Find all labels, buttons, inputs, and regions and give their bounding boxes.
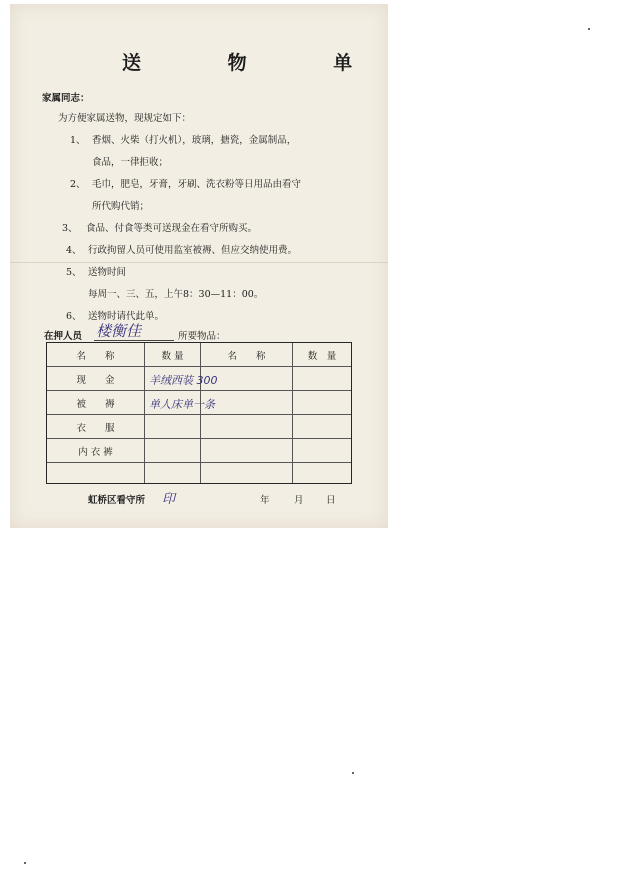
table-cell-name: 衣 服	[47, 415, 145, 439]
footer-signature: 印	[162, 492, 176, 507]
table-header-qty: 数 量	[145, 343, 201, 367]
table-cell-qty-2	[293, 367, 351, 391]
handwritten-bedding-note: 单人床单一条	[149, 398, 215, 411]
scan-speck	[588, 28, 590, 30]
detainee-underline	[94, 340, 174, 341]
table-cell-qty	[145, 439, 201, 463]
date-month: 月	[294, 495, 304, 506]
table-cell-name-2	[201, 463, 293, 483]
rule-6-text: 送物时请代此单。	[88, 311, 165, 322]
table-header-name-2: 名 称	[201, 343, 293, 367]
date-day: 日	[326, 495, 336, 506]
scan-speck	[24, 862, 26, 864]
fold-line	[10, 262, 388, 263]
table-cell-qty-2	[293, 391, 351, 415]
rule-3-text: 食品、付食等类可送现金在看守所购买。	[86, 223, 258, 234]
table-cell-name-2	[201, 415, 293, 439]
form-title: 送 物 单	[122, 52, 393, 74]
items-table	[46, 342, 352, 484]
table-cell-qty	[145, 463, 201, 483]
table-cell-qty-2	[293, 439, 351, 463]
footer-org: 虹桥区看守所	[88, 495, 146, 506]
rule-2-num: 2、	[70, 179, 86, 190]
rule-1-text: 香烟、火柴（打火机），玻璃，搪瓷，金属制品，	[92, 135, 297, 146]
table-cell-qty-2	[293, 415, 351, 439]
table-header-qty-2: 数 量	[293, 343, 351, 367]
rule-5-text-cont: 每周一、三、五，上午8：30—11：00。	[88, 289, 264, 300]
rule-5-text: 送物时间	[88, 267, 127, 278]
table-cell-name-2	[201, 439, 293, 463]
rule-1-num: 1、	[70, 135, 86, 146]
detainee-label: 在押人员	[44, 331, 83, 342]
table-header-name: 名 称	[47, 343, 145, 367]
table-cell-name: 被 褥	[47, 391, 145, 415]
items-label: 所要物品：	[178, 331, 226, 342]
rule-6-num: 6、	[66, 311, 82, 322]
table-cell-name	[47, 463, 145, 483]
rule-3-num: 3、	[62, 223, 78, 234]
intro-text: 为方便家属送物，现规定如下：	[58, 113, 192, 124]
rule-2-text-cont: 所代购代销；	[92, 201, 150, 212]
rule-1-text-cont: 食品，一律拒收；	[92, 157, 169, 168]
table-cell-name: 现 金	[47, 367, 145, 391]
rule-4-num: 4、	[66, 245, 82, 256]
table-cell-qty-2	[293, 463, 351, 483]
form-paper	[10, 4, 393, 528]
table-cell-qty	[145, 415, 201, 439]
greeting: 家属同志：	[42, 93, 90, 104]
rule-5-num: 5、	[66, 267, 82, 278]
table-cell-name: 内 衣 裤	[47, 439, 145, 463]
detainee-name: 楼衡佳	[96, 322, 142, 340]
rule-2-text: 毛巾，肥皂，牙膏，牙刷、洗衣粉等日用品由看守	[92, 179, 302, 190]
scan-speck	[352, 772, 354, 774]
rule-4-text: 行政拘留人员可使用监室被褥、但应交纳使用费。	[88, 245, 298, 256]
date-year: 年	[260, 495, 270, 506]
handwritten-cash-note: 羊绒西装 300	[149, 374, 218, 387]
